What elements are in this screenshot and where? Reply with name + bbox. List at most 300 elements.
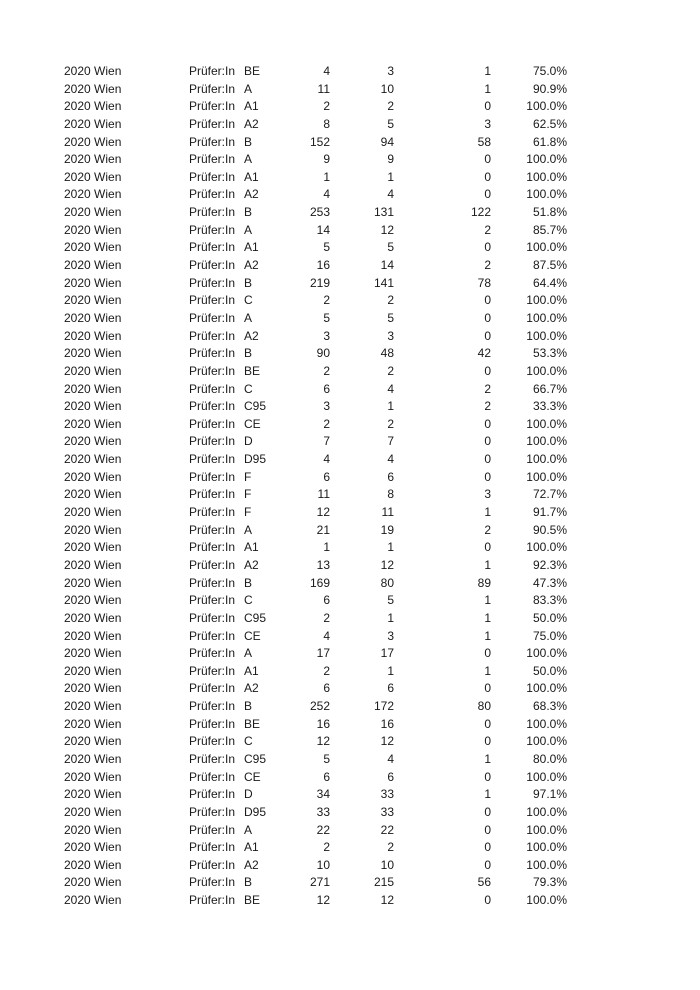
total-count-cell: 4 <box>323 187 330 202</box>
passed-count-cell: 1 <box>387 169 394 184</box>
role-cell: Prüfer:In <box>189 875 236 890</box>
passed-count-cell: 12 <box>380 222 394 237</box>
failed-count-cell: 0 <box>484 840 491 855</box>
year-city-cell: 2020 Wien <box>64 152 122 167</box>
year-city-cell: 2020 Wien <box>64 116 122 131</box>
failed-count-cell: 0 <box>484 469 491 484</box>
pass-rate-cell: 100.0% <box>526 328 567 343</box>
total-count-cell: 22 <box>316 822 330 837</box>
license-class-cell: A2 <box>244 681 259 696</box>
year-city-cell: 2020 Wien <box>64 593 122 608</box>
table-row <box>0 874 700 892</box>
table-row <box>0 292 700 310</box>
total-count-cell: 33 <box>316 804 330 819</box>
passed-count-cell: 6 <box>387 469 394 484</box>
year-city-cell: 2020 Wien <box>64 804 122 819</box>
role-cell: Prüfer:In <box>189 593 236 608</box>
total-count-cell: 90 <box>316 346 330 361</box>
pass-rate-cell: 33.3% <box>532 399 567 414</box>
role-cell: Prüfer:In <box>189 804 236 819</box>
total-count-cell: 2 <box>323 293 330 308</box>
total-count-cell: 3 <box>323 328 330 343</box>
role-cell: Prüfer:In <box>189 346 236 361</box>
table-row <box>0 345 700 363</box>
license-class-cell: CE <box>244 416 261 431</box>
pass-rate-cell: 68.3% <box>532 699 567 714</box>
table-row <box>0 680 700 698</box>
pass-rate-cell: 85.7% <box>532 222 567 237</box>
failed-count-cell: 2 <box>484 258 491 273</box>
license-class-cell: A2 <box>244 557 259 572</box>
license-class-cell: B <box>244 699 253 714</box>
role-cell: Prüfer:In <box>189 840 236 855</box>
license-class-cell: A2 <box>244 258 259 273</box>
pass-rate-cell: 72.7% <box>532 487 567 502</box>
role-cell: Prüfer:In <box>189 205 236 220</box>
year-city-cell: 2020 Wien <box>64 787 122 802</box>
total-count-cell: 11 <box>317 487 330 502</box>
year-city-cell: 2020 Wien <box>64 734 122 749</box>
pass-rate-cell: 90.5% <box>532 522 567 537</box>
pass-rate-cell: 51.8% <box>532 205 567 220</box>
table-row <box>0 98 700 116</box>
license-class-cell: A2 <box>244 857 259 872</box>
failed-count-cell: 0 <box>484 857 491 872</box>
year-city-cell: 2020 Wien <box>64 628 122 643</box>
passed-count-cell: 10 <box>380 81 394 96</box>
role-cell: Prüfer:In <box>189 134 236 149</box>
table-row <box>0 751 700 769</box>
year-city-cell: 2020 Wien <box>64 681 122 696</box>
failed-count-cell: 80 <box>477 699 491 714</box>
passed-count-cell: 6 <box>387 769 394 784</box>
role-cell: Prüfer:In <box>189 469 236 484</box>
pass-rate-cell: 100.0% <box>526 893 567 908</box>
failed-count-cell: 0 <box>484 434 491 449</box>
license-class-cell: C95 <box>244 610 267 625</box>
pass-rate-cell: 100.0% <box>526 187 567 202</box>
pass-rate-cell: 83.3% <box>532 593 567 608</box>
role-cell: Prüfer:In <box>189 416 236 431</box>
year-city-cell: 2020 Wien <box>64 81 122 96</box>
total-count-cell: 152 <box>309 134 330 149</box>
role-cell: Prüfer:In <box>189 187 236 202</box>
role-cell: Prüfer:In <box>189 769 236 784</box>
role-cell: Prüfer:In <box>189 116 236 131</box>
table-row <box>0 769 700 787</box>
year-city-cell: 2020 Wien <box>64 522 122 537</box>
failed-count-cell: 0 <box>484 363 491 378</box>
total-count-cell: 12 <box>316 505 330 520</box>
license-class-cell: A2 <box>244 187 259 202</box>
year-city-cell: 2020 Wien <box>64 751 122 766</box>
failed-count-cell: 0 <box>484 540 491 555</box>
pass-rate-cell: 100.0% <box>526 363 567 378</box>
pass-rate-cell: 100.0% <box>526 804 567 819</box>
table-row <box>0 857 700 875</box>
total-count-cell: 16 <box>316 258 330 273</box>
failed-count-cell: 1 <box>484 557 491 572</box>
license-class-cell: C95 <box>244 751 267 766</box>
license-class-cell: CE <box>244 769 261 784</box>
year-city-cell: 2020 Wien <box>64 134 122 149</box>
data-table <box>0 63 700 910</box>
license-class-cell: B <box>244 275 253 290</box>
total-count-cell: 7 <box>323 434 330 449</box>
passed-count-cell: 6 <box>387 681 394 696</box>
pass-rate-cell: 87.5% <box>532 258 567 273</box>
role-cell: Prüfer:In <box>189 99 236 114</box>
license-class-cell: C <box>244 593 253 608</box>
failed-count-cell: 1 <box>484 787 491 802</box>
failed-count-cell: 0 <box>484 769 491 784</box>
passed-count-cell: 80 <box>380 575 394 590</box>
table-row <box>0 186 700 204</box>
role-cell: Prüfer:In <box>189 575 236 590</box>
failed-count-cell: 58 <box>477 134 491 149</box>
failed-count-cell: 2 <box>484 381 491 396</box>
role-cell: Prüfer:In <box>189 64 236 78</box>
passed-count-cell: 1 <box>387 399 394 414</box>
passed-count-cell: 9 <box>387 152 394 167</box>
pass-rate-cell: 50.0% <box>532 610 567 625</box>
passed-count-cell: 2 <box>387 840 394 855</box>
table-row <box>0 257 700 275</box>
table-row <box>0 698 700 716</box>
passed-count-cell: 48 <box>380 346 394 361</box>
table-row <box>0 469 700 487</box>
failed-count-cell: 0 <box>484 99 491 114</box>
role-cell: Prüfer:In <box>189 328 236 343</box>
total-count-cell: 219 <box>309 275 330 290</box>
table-row <box>0 663 700 681</box>
role-cell: Prüfer:In <box>189 381 236 396</box>
license-class-cell: A1 <box>244 169 259 184</box>
pass-rate-cell: 53.3% <box>532 346 567 361</box>
failed-count-cell: 78 <box>477 275 491 290</box>
total-count-cell: 4 <box>323 452 330 467</box>
year-city-cell: 2020 Wien <box>64 699 122 714</box>
passed-count-cell: 17 <box>380 646 394 661</box>
pass-rate-cell: 100.0% <box>526 293 567 308</box>
license-class-cell: C95 <box>244 399 267 414</box>
role-cell: Prüfer:In <box>189 240 236 255</box>
year-city-cell: 2020 Wien <box>64 469 122 484</box>
passed-count-cell: 3 <box>387 328 394 343</box>
passed-count-cell: 3 <box>387 628 394 643</box>
failed-count-cell: 0 <box>484 716 491 731</box>
failed-count-cell: 3 <box>484 487 491 502</box>
license-class-cell: C <box>244 293 253 308</box>
license-class-cell: B <box>244 346 253 361</box>
table-row <box>0 539 700 557</box>
pass-rate-cell: 61.8% <box>532 134 567 149</box>
role-cell: Prüfer:In <box>189 363 236 378</box>
failed-count-cell: 1 <box>484 610 491 625</box>
failed-count-cell: 42 <box>477 346 491 361</box>
total-count-cell: 8 <box>323 116 330 131</box>
license-class-cell: BE <box>244 64 261 78</box>
role-cell: Prüfer:In <box>189 734 236 749</box>
table-row <box>0 804 700 822</box>
pass-rate-cell: 100.0% <box>526 416 567 431</box>
table-row <box>0 592 700 610</box>
year-city-cell: 2020 Wien <box>64 769 122 784</box>
license-class-cell: A <box>244 310 253 325</box>
total-count-cell: 1 <box>323 540 330 555</box>
total-count-cell: 4 <box>323 64 330 78</box>
license-class-cell: D <box>244 787 253 802</box>
passed-count-cell: 2 <box>387 363 394 378</box>
pass-rate-cell: 100.0% <box>526 152 567 167</box>
year-city-cell: 2020 Wien <box>64 381 122 396</box>
pass-rate-cell: 47.3% <box>532 575 567 590</box>
failed-count-cell: 1 <box>484 593 491 608</box>
role-cell: Prüfer:In <box>189 857 236 872</box>
year-city-cell: 2020 Wien <box>64 205 122 220</box>
passed-count-cell: 1 <box>387 540 394 555</box>
year-city-cell: 2020 Wien <box>64 310 122 325</box>
table-row <box>0 151 700 169</box>
total-count-cell: 6 <box>323 469 330 484</box>
total-count-cell: 9 <box>323 152 330 167</box>
role-cell: Prüfer:In <box>189 540 236 555</box>
table-row <box>0 222 700 240</box>
table-row <box>0 486 700 504</box>
pass-rate-cell: 75.0% <box>532 628 567 643</box>
table-row <box>0 522 700 540</box>
pass-rate-cell: 100.0% <box>526 769 567 784</box>
pass-rate-cell: 80.0% <box>532 751 567 766</box>
total-count-cell: 2 <box>323 610 330 625</box>
pass-rate-cell: 100.0% <box>526 840 567 855</box>
table-row <box>0 575 700 593</box>
pass-rate-cell: 64.4% <box>532 275 567 290</box>
failed-count-cell: 1 <box>484 64 491 78</box>
license-class-cell: A <box>244 646 253 661</box>
role-cell: Prüfer:In <box>189 699 236 714</box>
pass-rate-cell: 91.7% <box>532 505 567 520</box>
year-city-cell: 2020 Wien <box>64 610 122 625</box>
failed-count-cell: 56 <box>477 875 491 890</box>
pass-rate-cell: 90.9% <box>532 81 567 96</box>
failed-count-cell: 0 <box>484 822 491 837</box>
year-city-cell: 2020 Wien <box>64 434 122 449</box>
table-row <box>0 134 700 152</box>
passed-count-cell: 33 <box>380 804 394 819</box>
role-cell: Prüfer:In <box>189 522 236 537</box>
role-cell: Prüfer:In <box>189 681 236 696</box>
passed-count-cell: 131 <box>373 205 394 220</box>
year-city-cell: 2020 Wien <box>64 328 122 343</box>
license-class-cell: A2 <box>244 328 259 343</box>
passed-count-cell: 2 <box>387 293 394 308</box>
role-cell: Prüfer:In <box>189 152 236 167</box>
license-class-cell: C <box>244 734 253 749</box>
total-count-cell: 5 <box>323 310 330 325</box>
failed-count-cell: 0 <box>484 734 491 749</box>
table-row <box>0 169 700 187</box>
role-cell: Prüfer:In <box>189 822 236 837</box>
license-class-cell: A <box>244 522 253 537</box>
pass-rate-cell: 66.7% <box>532 381 567 396</box>
failed-count-cell: 0 <box>484 893 491 908</box>
role-cell: Prüfer:In <box>189 646 236 661</box>
year-city-cell: 2020 Wien <box>64 857 122 872</box>
role-cell: Prüfer:In <box>189 81 236 96</box>
passed-count-cell: 16 <box>380 716 394 731</box>
license-class-cell: C <box>244 381 253 396</box>
license-class-cell: D <box>244 434 253 449</box>
passed-count-cell: 5 <box>387 240 394 255</box>
total-count-cell: 5 <box>323 240 330 255</box>
year-city-cell: 2020 Wien <box>64 822 122 837</box>
passed-count-cell: 22 <box>380 822 394 837</box>
failed-count-cell: 0 <box>484 152 491 167</box>
role-cell: Prüfer:In <box>189 751 236 766</box>
total-count-cell: 16 <box>316 716 330 731</box>
license-class-cell: F <box>244 469 252 484</box>
license-class-cell: A <box>244 81 253 96</box>
pass-rate-cell: 100.0% <box>526 540 567 555</box>
passed-count-cell: 8 <box>387 487 394 502</box>
year-city-cell: 2020 Wien <box>64 575 122 590</box>
year-city-cell: 2020 Wien <box>64 663 122 678</box>
total-count-cell: 5 <box>323 751 330 766</box>
table-row <box>0 381 700 399</box>
year-city-cell: 2020 Wien <box>64 487 122 502</box>
table-row <box>0 786 700 804</box>
total-count-cell: 2 <box>323 363 330 378</box>
license-class-cell: D95 <box>244 804 267 819</box>
pass-rate-cell: 97.1% <box>532 787 567 802</box>
year-city-cell: 2020 Wien <box>64 363 122 378</box>
passed-count-cell: 5 <box>387 593 394 608</box>
failed-count-cell: 1 <box>484 628 491 643</box>
passed-count-cell: 4 <box>387 452 394 467</box>
failed-count-cell: 0 <box>484 804 491 819</box>
role-cell: Prüfer:In <box>189 452 236 467</box>
pass-rate-cell: 100.0% <box>526 240 567 255</box>
license-class-cell: A2 <box>244 116 259 131</box>
passed-count-cell: 94 <box>380 134 394 149</box>
passed-count-cell: 1 <box>387 610 394 625</box>
role-cell: Prüfer:In <box>189 434 236 449</box>
role-cell: Prüfer:In <box>189 310 236 325</box>
table-row <box>0 504 700 522</box>
total-count-cell: 252 <box>309 699 330 714</box>
year-city-cell: 2020 Wien <box>64 399 122 414</box>
license-class-cell: CE <box>244 628 261 643</box>
year-city-cell: 2020 Wien <box>64 893 122 908</box>
license-class-cell: BE <box>244 363 261 378</box>
year-city-cell: 2020 Wien <box>64 99 122 114</box>
total-count-cell: 12 <box>316 734 330 749</box>
passed-count-cell: 1 <box>387 663 394 678</box>
year-city-cell: 2020 Wien <box>64 240 122 255</box>
table-row <box>0 204 700 222</box>
license-class-cell: F <box>244 505 252 520</box>
pass-rate-cell: 92.3% <box>532 557 567 572</box>
total-count-cell: 13 <box>316 557 330 572</box>
table-row <box>0 239 700 257</box>
table-row <box>0 328 700 346</box>
pass-rate-cell: 79.3% <box>532 875 567 890</box>
table-row <box>0 81 700 99</box>
table-row <box>0 822 700 840</box>
year-city-cell: 2020 Wien <box>64 840 122 855</box>
role-cell: Prüfer:In <box>189 787 236 802</box>
pass-rate-cell: 50.0% <box>532 663 567 678</box>
failed-count-cell: 0 <box>484 310 491 325</box>
total-count-cell: 21 <box>316 522 330 537</box>
failed-count-cell: 3 <box>484 116 491 131</box>
passed-count-cell: 12 <box>380 734 394 749</box>
table-row <box>0 275 700 293</box>
failed-count-cell: 2 <box>484 522 491 537</box>
total-count-cell: 2 <box>323 99 330 114</box>
license-class-cell: B <box>244 875 253 890</box>
table-row <box>0 363 700 381</box>
total-count-cell: 4 <box>323 628 330 643</box>
license-class-cell: A1 <box>244 540 259 555</box>
failed-count-cell: 0 <box>484 416 491 431</box>
table-row <box>0 433 700 451</box>
table-row <box>0 892 700 910</box>
total-count-cell: 253 <box>309 205 330 220</box>
role-cell: Prüfer:In <box>189 293 236 308</box>
year-city-cell: 2020 Wien <box>64 187 122 202</box>
year-city-cell: 2020 Wien <box>64 505 122 520</box>
pass-rate-cell: 100.0% <box>526 169 567 184</box>
role-cell: Prüfer:In <box>189 663 236 678</box>
license-class-cell: B <box>244 575 253 590</box>
failed-count-cell: 0 <box>484 646 491 661</box>
pass-rate-cell: 100.0% <box>526 434 567 449</box>
role-cell: Prüfer:In <box>189 222 236 237</box>
total-count-cell: 6 <box>323 593 330 608</box>
passed-count-cell: 5 <box>387 116 394 131</box>
total-count-cell: 169 <box>309 575 330 590</box>
pass-rate-cell: 100.0% <box>526 310 567 325</box>
passed-count-cell: 5 <box>387 310 394 325</box>
role-cell: Prüfer:In <box>189 505 236 520</box>
pass-rate-cell: 100.0% <box>526 646 567 661</box>
total-count-cell: 3 <box>323 399 330 414</box>
table-row <box>0 416 700 434</box>
failed-count-cell: 0 <box>484 681 491 696</box>
pass-rate-cell: 100.0% <box>526 469 567 484</box>
pass-rate-cell: 62.5% <box>532 116 567 131</box>
failed-count-cell: 2 <box>484 399 491 414</box>
year-city-cell: 2020 Wien <box>64 646 122 661</box>
role-cell: Prüfer:In <box>189 557 236 572</box>
total-count-cell: 6 <box>323 769 330 784</box>
year-city-cell: 2020 Wien <box>64 346 122 361</box>
role-cell: Prüfer:In <box>189 487 236 502</box>
passed-count-cell: 11 <box>381 505 394 520</box>
year-city-cell: 2020 Wien <box>64 258 122 273</box>
table-row <box>0 733 700 751</box>
year-city-cell: 2020 Wien <box>64 452 122 467</box>
passed-count-cell: 12 <box>380 557 394 572</box>
table-row <box>0 557 700 575</box>
failed-count-cell: 0 <box>484 240 491 255</box>
role-cell: Prüfer:In <box>189 628 236 643</box>
passed-count-cell: 33 <box>380 787 394 802</box>
passed-count-cell: 7 <box>387 434 394 449</box>
total-count-cell: 34 <box>316 787 330 802</box>
